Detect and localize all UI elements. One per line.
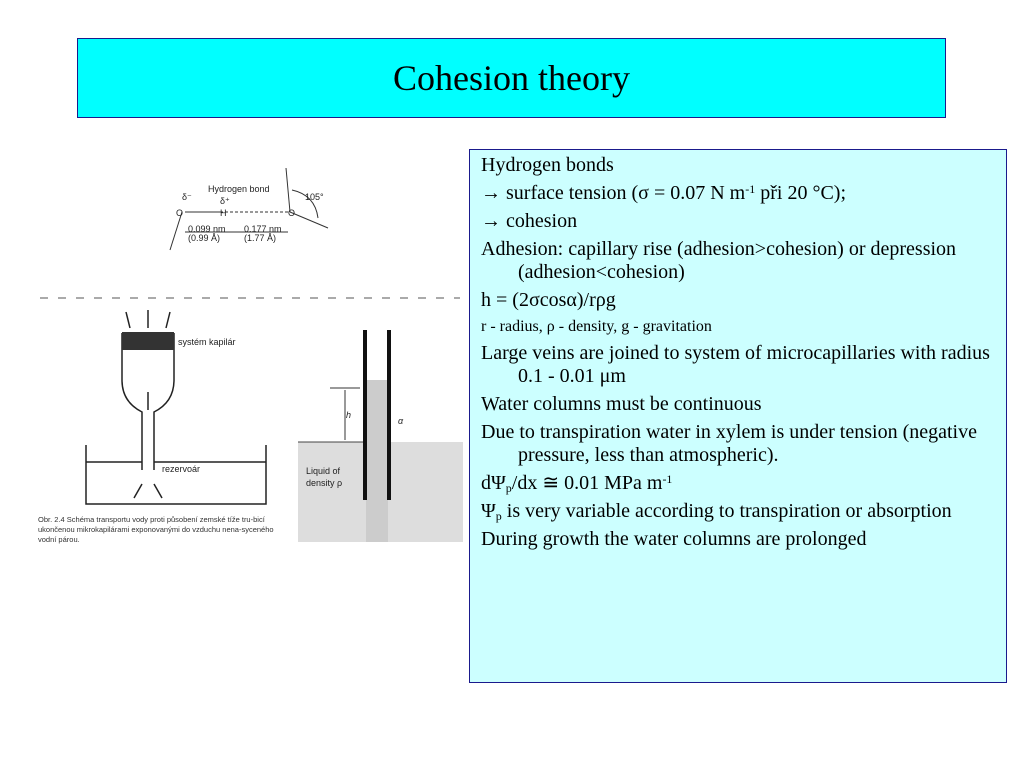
figure-caption: Obr. 2.4 Schéma transportu vody proti působení zemské tíže tru-bicí ukončenou mikrokapilárami exponovanými do vzduchu nena-syceného vodní párou.: [38, 515, 274, 544]
figure-illustration: [30, 140, 465, 565]
tube-wall-left: [363, 330, 367, 500]
length1-nm: 0.099 nm: [188, 224, 226, 234]
figure-svg: [30, 140, 465, 565]
bullet-definitions: r - radius, ρ - density, g - gravitation: [481, 318, 712, 335]
system-label: systém kapilár: [178, 337, 236, 347]
bond-line-up: [286, 168, 290, 212]
bullet-transpiration: Due to transpiration water in xylem is under tension (negative pressure, less than atmospheric).: [481, 421, 977, 466]
slide-title: Cohesion theory: [393, 58, 630, 98]
hbond-label: Hydrogen bond: [208, 184, 270, 194]
bullet-adhesion: Adhesion: capillary rise (adhesion>cohesion) or depression (adhesion<cohesion): [481, 238, 957, 283]
bullet-growth: During growth the water columns are prolonged: [481, 528, 867, 550]
bullet-gradient: $d\Psi_p/dx$ ≅ 0.01 MPa $m^{-1}$: [481, 472, 673, 495]
bullet-formula-h: h = (2σcosα)/rρg: [481, 289, 616, 311]
atom-o-left: O: [176, 208, 184, 218]
capillary-system-block: [122, 332, 174, 350]
atom-o-right: O: [288, 208, 296, 218]
reservoir-label: rezervoár: [162, 464, 201, 474]
content-text-box: [469, 149, 1007, 683]
liquid-column: [366, 380, 388, 542]
delta-plus: δ⁺: [220, 196, 230, 206]
liquid-label-line2: density ρ: [306, 478, 343, 488]
height-label: h: [346, 410, 352, 420]
capillary-funnel: [86, 333, 266, 504]
bullet-water-columns: Water columns must be continuous: [481, 393, 762, 415]
delta-minus: δ⁻: [182, 192, 192, 202]
liquid-label-line1: Liquid of: [306, 466, 341, 476]
arrow-symbol: →: [481, 210, 501, 232]
atom-h: H: [220, 208, 227, 218]
bullet-surface-tension: → surface tension (σ = 0.07 N $m^{-1}$ při 20 °C);: [481, 182, 847, 204]
bullet-large-veins: Large veins are joined to system of microcapillaries with radius 0.1 - 0.01 μm: [481, 342, 990, 387]
length2-a: (1.77 Å): [244, 233, 277, 243]
length1-a: (0.99 Å): [188, 233, 221, 243]
bullet-cohesion: → cohesion: [481, 210, 578, 232]
angle-label: 105°: [305, 192, 324, 202]
title-box: [77, 38, 946, 118]
alpha-label: α: [398, 416, 404, 426]
tube-wall-right: [387, 330, 391, 500]
length2-nm: 0.177 nm: [244, 224, 282, 234]
bullet-psi-variable: $\Psi_p$ is very variable according to transpiration or absorption: [481, 500, 952, 523]
bond-line-right: [290, 212, 328, 228]
sigma-symbol: σ: [638, 182, 649, 204]
arrow-symbol: →: [481, 182, 501, 204]
bullet-hydrogen-bonds: Hydrogen bonds: [481, 154, 614, 176]
